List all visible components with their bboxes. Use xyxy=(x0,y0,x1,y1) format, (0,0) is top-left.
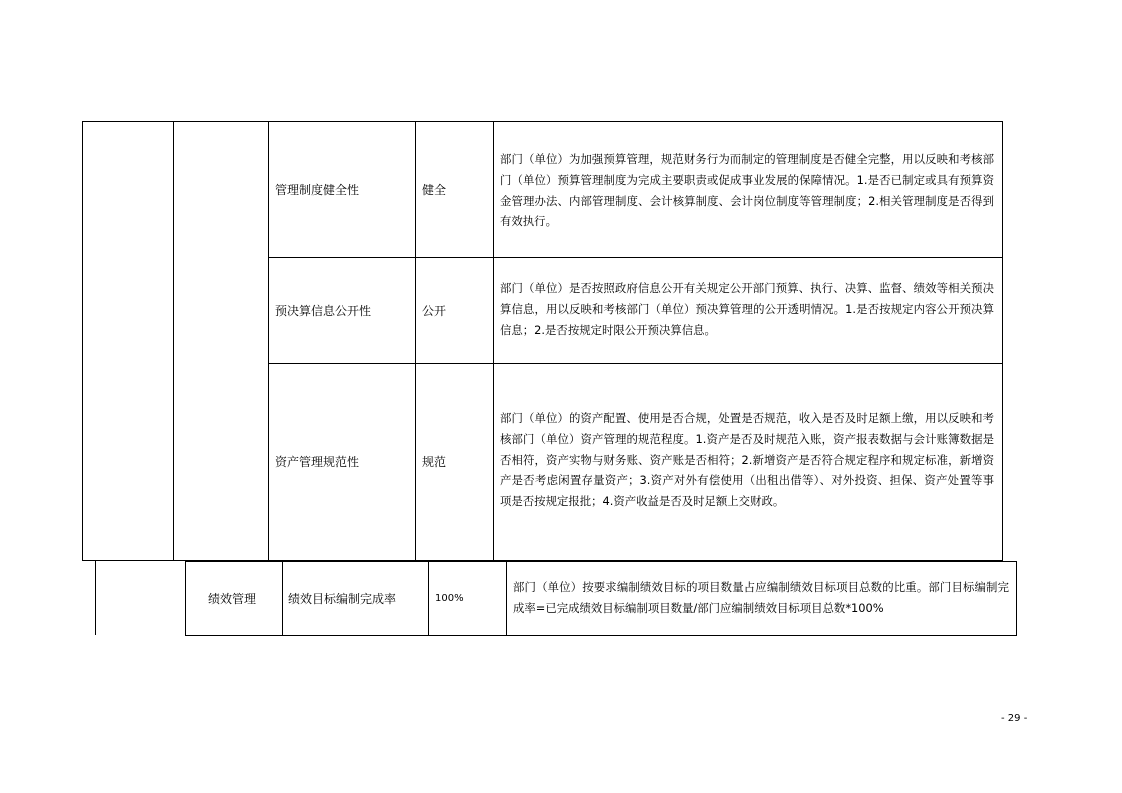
lower-category-cell xyxy=(185,561,283,636)
row2-indicator: 预决算信息公开性 xyxy=(275,304,372,318)
row2-indicator-cell xyxy=(268,257,416,364)
lower-description-cell xyxy=(506,561,1017,636)
page-number: - 29 - xyxy=(1001,713,1028,724)
upper-col-2 xyxy=(173,121,269,561)
row2-standard: 公开 xyxy=(422,304,447,318)
lower-left-border xyxy=(95,561,96,635)
row1-description: 部门（单位）为加强预算管理，规范财务行为而制定的管理制度是否健全完整，用以反映和考核部门（单位）预算管理制度为完成主要职责或促成事业发展的保障情况。1.是否已制定或具有预算资金管理办法、内部管理制度、会计核算制度、会计岗位制度等管理制度；2.相关管理制度是否得到有效执行。 xyxy=(500,152,994,229)
row3-standard: 规范 xyxy=(422,455,447,469)
row1-indicator-cell xyxy=(268,121,416,258)
row1-standard: 健全 xyxy=(422,183,447,197)
row3-indicator: 资产管理规范性 xyxy=(275,455,360,469)
row2-standard-cell xyxy=(415,257,494,364)
row1-indicator: 管理制度健全性 xyxy=(275,183,360,197)
lower-indicator: 绩效目标编制完成率 xyxy=(288,592,397,606)
upper-col-1 xyxy=(82,121,174,561)
lower-standard-cell xyxy=(428,561,507,636)
lower-category: 绩效管理 xyxy=(208,592,257,606)
row1-standard-cell xyxy=(415,121,494,258)
row1-description-cell xyxy=(493,121,1003,258)
row3-description-cell xyxy=(493,363,1003,561)
row2-description: 部门（单位）是否按照政府信息公开有关规定公开部门预算、执行、决算、监督、绩效等相关预决算信息，用以反映和考核部门（单位）预决算管理的公开透明情况。1.是否按规定内容公开预决算信息；2.是否按规定时限公开预决算信息。 xyxy=(500,281,994,337)
lower-standard: 100% xyxy=(435,593,464,604)
row3-indicator-cell xyxy=(268,363,416,561)
row3-standard-cell xyxy=(415,363,494,561)
lower-indicator-cell xyxy=(282,561,429,636)
row2-description-cell xyxy=(493,257,1003,364)
row3-description: 部门（单位）的资产配置、使用是否合规，处置是否规范，收入是否及时足额上缴，用以反映和考核部门（单位）资产管理的规范程度。1.资产是否及时规范入账，资产报表数据与会计账簿数据是否相符，资产实物与财务账、资产账是否相符；2.新增资产是否符合规定程序和规定标准，新增资产是否考虑闲置存量资产；3.资产对外有偿使用（出租出借等）、对外投资、担保、资产处置等事项是否按规定报批；4.资产收益是否及时足额上交财政。 xyxy=(500,411,994,509)
lower-description: 部门（单位）按要求编制绩效目标的项目数量占应编制绩效目标项目总数的比重。部门目标编制完成率=已完成绩效目标编制项目数量/部门应编制绩效目标项目总数*100% xyxy=(513,580,1009,615)
